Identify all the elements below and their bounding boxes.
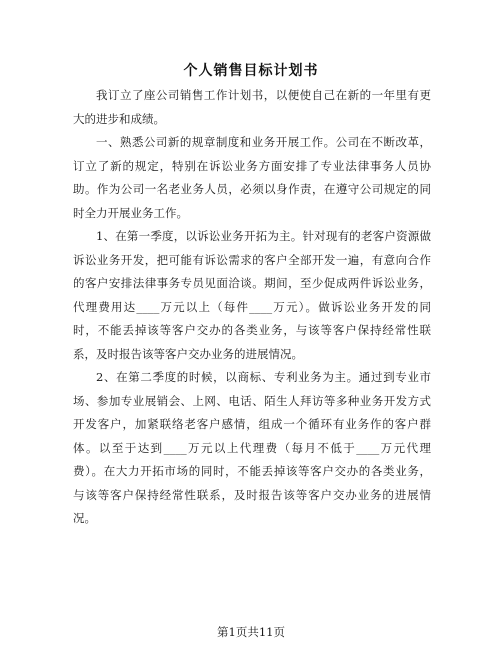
text-line: 我订立了座公司销售工作计划书，以便使自己在新的一年里有更 xyxy=(96,88,431,102)
text-line: 大的进步和成绩。 xyxy=(73,111,165,126)
text-line: 况。 xyxy=(73,511,96,525)
text-line: 订立了新的规定，特别在诉讼业务方面安排了专业法律事务人员协 xyxy=(73,158,431,173)
text-line: 开发客户，加紧联络老客户感情，组成一个循环有业务作的客户群 xyxy=(73,417,431,431)
document-title: 个人销售目标计划书 xyxy=(183,63,319,79)
text-line: 助。作为公司一名老业务人员，必须以身作责，在遵守公司规定的同 xyxy=(73,182,431,196)
page-number-footer: 第1页共11页 xyxy=(217,625,285,639)
text-line: 与该等客户保持经常性联系，及时报告该等客户交办业务的进展情 xyxy=(73,487,431,502)
text-line: 体。以至于达到____万元以上代理费（每月不低于____万元代理 xyxy=(73,440,431,455)
text-line: 代理费用达____万元以上（每件____万元）。做诉讼业务开发的同 xyxy=(73,299,431,314)
text-line: 1、在第一季度，以诉讼业务开拓为主。针对现有的老客户资源做 xyxy=(96,229,431,243)
text-line: 诉讼业务开发，把可能有诉讼需求的客户全部开发一遍，有意向合作 xyxy=(73,252,431,267)
text-line: 的客户安排法律事务专员见面洽谈。期间，至少促成两件诉讼业务， xyxy=(73,276,431,290)
text-line: 时，不能丢掉该等客户交办的各类业务，与该等客户保持经常性联 xyxy=(73,323,431,337)
text-line: 一、熟悉公司新的规章制度和业务开展工作。公司在不断改革， xyxy=(96,135,431,149)
text-line: 费）。在大力开拓市场的同时，不能丢掉该等客户交办的各类业务， xyxy=(73,464,431,478)
text-line: 系，及时报告该等客户交办业务的进展情况。 xyxy=(73,346,303,361)
text-line: 场、参加专业展销会、上网、电话、陌生人拜访等多种业务开发方式 xyxy=(73,393,431,408)
text-line: 2、在第二季度的时候，以商标、专利业务为主。通过到专业市 xyxy=(96,370,431,384)
text-line: 时全力开展业务工作。 xyxy=(73,205,188,220)
document-body xyxy=(73,84,431,531)
